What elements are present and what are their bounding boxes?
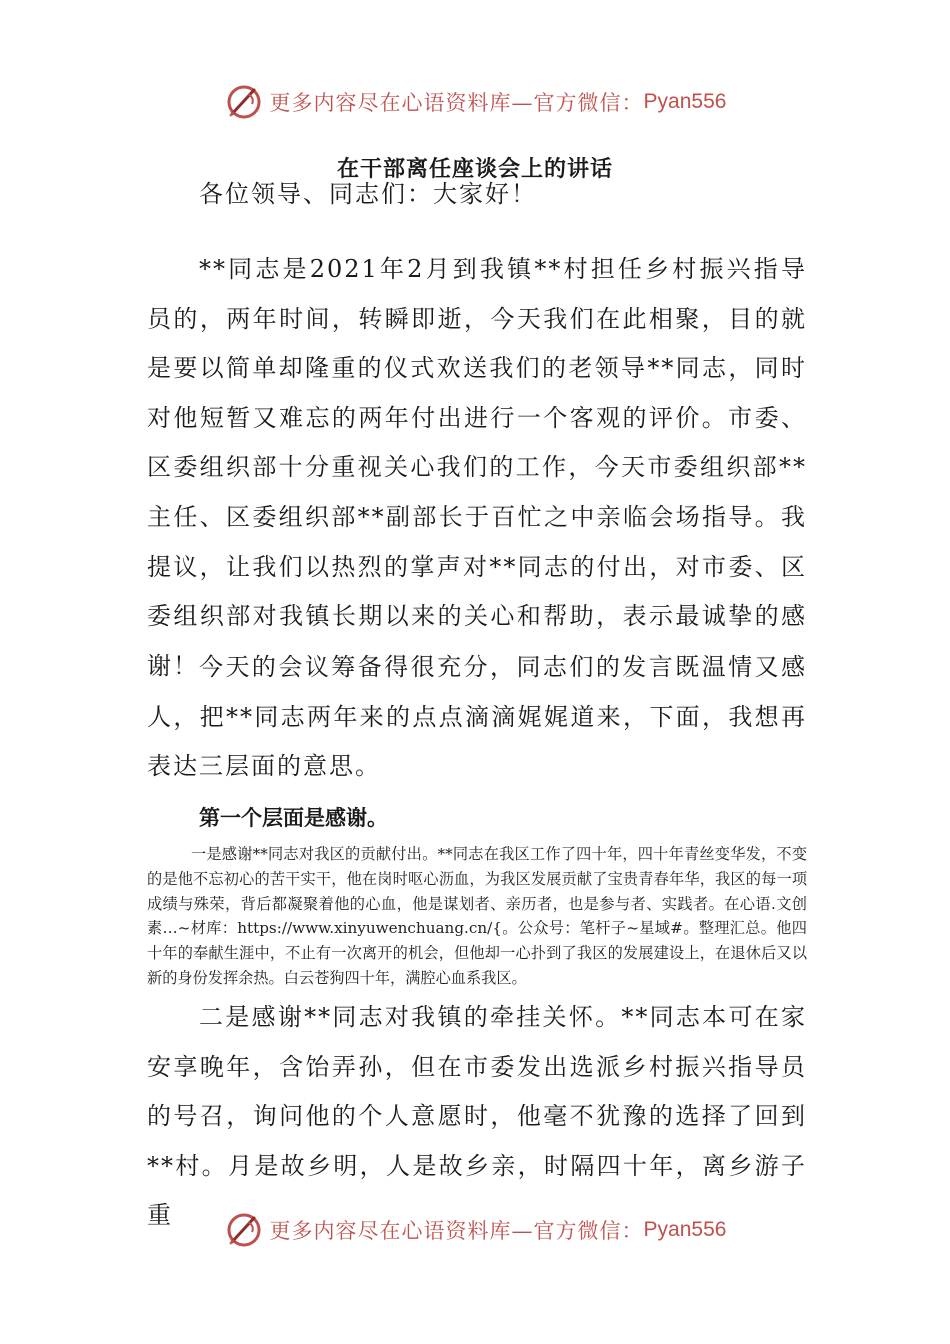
- paragraph-1: **同志是2021年2月到我镇**村担任乡村振兴指导员的，两年时间，转瞬即逝，今天我们在此相聚，目的就是要以简单却隆重的仪式欢送我们的老领导**同志，同时对他短暂又难忘的两年付出进行一个客观的评价。市委、区委组织部十分重视关心我们的工作，今天市委组织部**主任、区委组织部**副部长于百忙之中亲临会场指导。我提议，让我们以热烈的掌声对**同志的付出，对市委、区委组织部对我镇长期以来的关心和帮助，表示最诚挚的感谢！: [147, 255, 807, 680]
- paragraph-1-block: [147, 245, 807, 691]
- document-title: 在干部离任座谈会上的讲话: [336, 157, 613, 182]
- banner-wechat-id: Pyan556: [643, 90, 727, 113]
- banner-text: 更多内容尽在心语资料库—官方微信：: [269, 91, 644, 115]
- banner-text: 更多内容尽在心语资料库—官方微信：: [269, 1219, 644, 1243]
- greeting: 各位领导、同志们：大家好！: [199, 180, 537, 208]
- section-1-heading: 第一个层面是感谢。: [199, 806, 388, 830]
- paragraph-3-block: [147, 993, 807, 1241]
- banner-wechat-id: Pyan556: [643, 1218, 727, 1241]
- pen-logo-icon: [224, 1210, 264, 1250]
- footer-banner: [0, 1208, 950, 1252]
- section-1-heading-block: [147, 797, 807, 839]
- paragraph-3: 二是感谢**同志对我镇的牵挂关怀。**同志本可在家安享晚年，含饴弄孙，但在市委发出选派乡村振兴指导员的号召，询问他的个人意愿时，他毫不犹豫的选择了回到**村。月是故乡明，人是故乡亲，时隔四十年，离乡游子重: [147, 1003, 807, 1230]
- paragraph-2-block: [147, 643, 807, 792]
- header-banner: [0, 80, 950, 124]
- section-1-small-text: 一是感谢**同志对我区的贡献付出。**同志在我区工作了四十年，四十年青丝变华发，不变的是他不忘初心的苦干实干，他在岗时呕心沥血，为我区发展贡献了宝贵青春年华，我区的每一项成绩与殊荣，背后都凝聚着他的心血，他是谋划者、亲历者，也是参与者、实践者。在心语.文创素…~材库：https://www.xinyuwenchuang.cn/{。公众号：笔杆子~星域#。整理汇总。他四十年的奉献生涯中，不止有一次离开的机会，但他却一心扑到了我区的发展建设上，在退休后又以新的身份发挥余热。白云苍狗四十年，满腔心血系我区。: [147, 845, 807, 987]
- section-1-small-block: [147, 842, 807, 991]
- pen-logo-icon: [224, 82, 264, 122]
- paragraph-2: 今天的会议筹备得很充分，同志们的发言既温情又感人，把**同志两年来的点点滴滴娓娓道来，下面，我想再表达三层面的意思。: [147, 653, 807, 781]
- greeting-block: [147, 170, 807, 220]
